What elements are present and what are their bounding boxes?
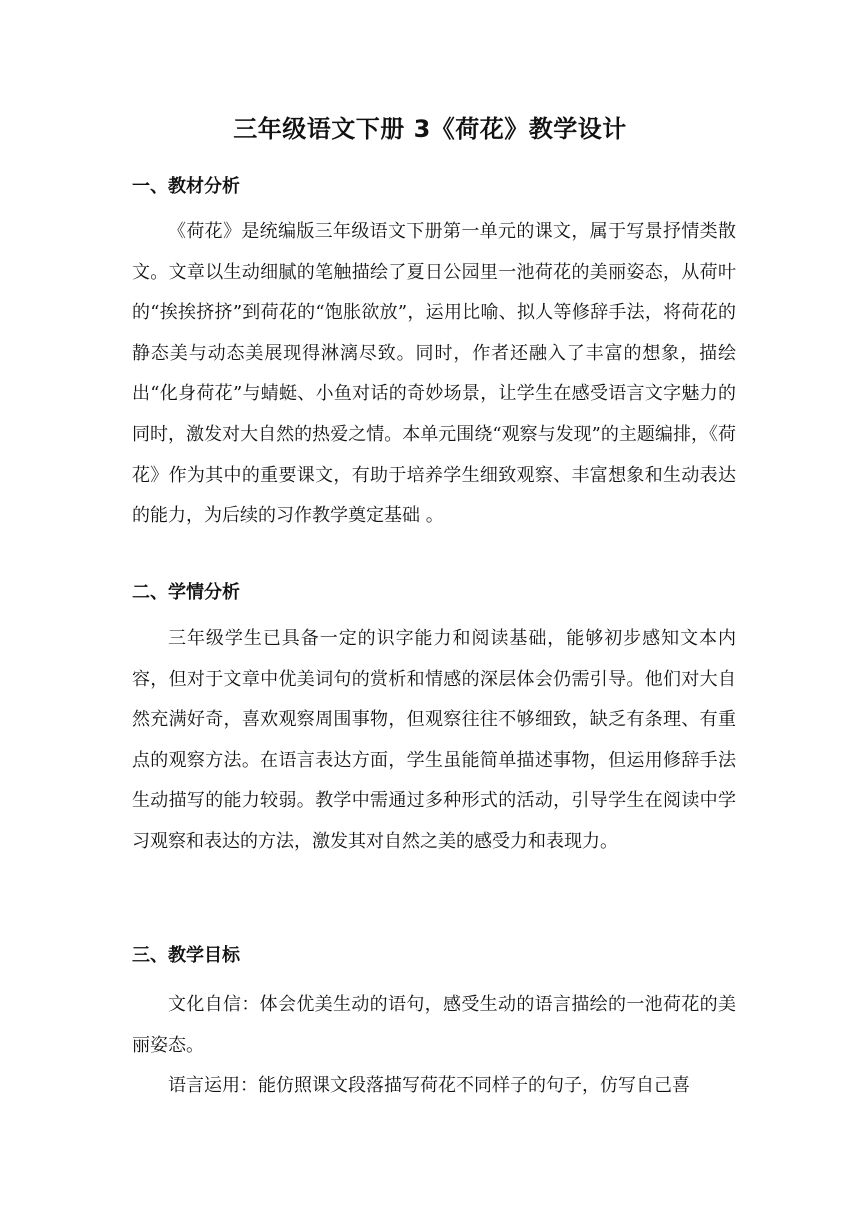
paragraph-goal-cultural-confidence: 文化自信：体会优美生动的语句，感受生动的语言描绘的一池荷花的美丽姿态。 bbox=[132, 994, 736, 1056]
document-title: 三年级语文下册 3《荷花》教学设计 bbox=[233, 115, 627, 143]
paragraph-student-analysis: 三年级学生已具备一定的识字能力和阅读基础，能够初步感知文本内容，但对于文章中优美词句的赏析和情感的深层体会仍需引导。他们对大自然充满好奇，喜欢观察周围事物，但观察往往不够细致，缺乏有条理、有重点的观察方法。在语言表达方面，学生虽能简单描述事物，但运用修辞手法生动描写的能力较弱。教学中需通过多种形式的活动，引导学生在阅读中学习观察和表达的方法，激发其对自然之美的感受力和表现力。 bbox=[132, 628, 736, 852]
paragraph-textbook-analysis: 《荷花》是统编版三年级语文下册第一单元的课文，属于写景抒情类散文。文章以生动细腻的笔触描绘了夏日公园里一池荷花的美丽姿态，从荷叶的“挨挨挤挤”到荷花的“饱胀欲放”，运用比喻、拟人等修辞手法，将荷花的静态美与动态美展现得淋漓尽致。同时，作者还融入了丰富的想象，描绘出“化身荷花”与蜻蜓、小鱼对话的奇妙场景，让学生在感受语言文字魅力的同时，激发对大自然的热爱之情。本单元围绕“观察与发现”的主题编排，《荷花》作为其中的重要课文，有助于培养学生细致观察、丰富想象和生动表达的能力，为后续的习作教学奠定基础 。 bbox=[132, 221, 736, 527]
paragraph-goal-language-use: 语言运用：能仿照课文段落描写荷花不同样子的句子，仿写自己喜 bbox=[168, 1075, 690, 1096]
section-heading-student-analysis: 二、学情分析 bbox=[132, 582, 240, 603]
section-heading-teaching-goals: 三、教学目标 bbox=[132, 945, 240, 966]
section-heading-textbook-analysis: 一、教材分析 bbox=[132, 176, 240, 197]
